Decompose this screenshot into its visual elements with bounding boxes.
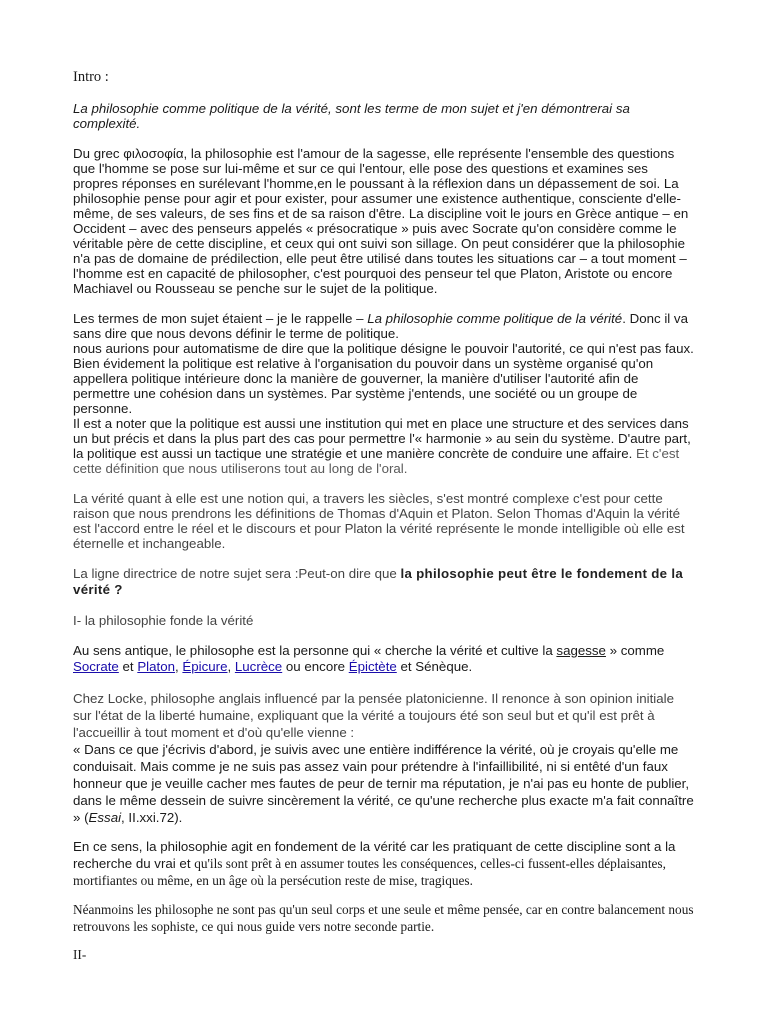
foundation-paragraph	[73, 838, 695, 889]
section-two-heading: II-	[73, 947, 87, 962]
sophists-paragraph: Néanmoins les philosophe ne sont pas qu'un seul corps et une seule et même pensée, car en contre balancement nous retrouvons les sophiste, ce qui nous guide vers notre seconde partie.	[73, 902, 694, 934]
locke-paragraph	[73, 690, 695, 826]
lucrece-link[interactable]: Lucrèce	[234, 659, 283, 674]
foundation-text: En ce sens, la philosophie agit en fondement de la vérité car les pratiquant de cette discipline sont a la recherche du vrai et	[73, 839, 676, 871]
politics-definition-paragraph	[73, 311, 695, 476]
seneque-text: et Sénèque.	[396, 659, 473, 674]
politics-institution-text: Il est a noter que la politique est aussi une institution qui met en place une structure et des services dans un but précis et dans la plus part des cas pour permettre l'« harmonie » au sein du système. D'autre part, la politique est aussi un tactique une stratégie et une manière concrète de conduire une affaire.	[73, 416, 691, 461]
epicure-link[interactable]: Épicure	[182, 659, 228, 674]
ancient-philosopher-paragraph	[73, 643, 695, 675]
ancient-sense-mid: » comme	[605, 643, 665, 658]
document-page	[73, 68, 695, 962]
separator-text: et	[118, 659, 138, 674]
guiding-question-paragraph	[73, 566, 695, 598]
platon-link[interactable]: Platon	[137, 659, 176, 674]
guiding-question-bold: la philosophie peut être le fondement de la vérité ?	[73, 566, 684, 597]
essai-title: Essai	[88, 810, 122, 825]
sagesse-link[interactable]: sagesse	[556, 643, 606, 658]
politics-intro-text: Les termes de mon sujet étaient – je le rappelle –	[73, 311, 368, 326]
philosophy-definition-paragraph: Du grec φιλοσοφία, la philosophie est l'amour de la sagesse, elle représente l'ensemble des questions que l'homme se pose sur lui-même et sur ce qui l'entour, elle pose des questions et examines ses propres réponses en surélevant l'homme,en le poussant à la réflexion dans un dépassement de soi. La philosophie pense pour agir et pour exister, pour assumer une existence authentique, consciente d'elle-même, de ses valeurs, de ses fins et de sa raison d'être. La discipline voit le jours en Grèce antique – en Occident – avec des penseurs appelés « présocratique » puis avec Socrate qu'on considère comme le véritable père de cette discipline, et ceux qui ont suivi son sillage. On peut considérer que la philosophie n'a pas de domaine de prédilection, elle peut être utilisé dans toutes les situations car – a tout moment – l'homme est en capacité de philosopher, c'est pourquoi des penseur tel que Platon, Aristote ou encore Machiavel ou Rousseau se penche sur le sujet de la politique.	[73, 146, 689, 296]
politics-intro-end: . Donc il va sans dire que nous devons définir le terme de politique.	[73, 311, 688, 341]
truth-definition-paragraph: La vérité quant à elle est une notion qui, a travers les siècles, s'est montré complexe c'est pour cette raison que nous prendrons les définitions de Thomas d'Aquin et Platon. Selon Thomas d'Aquin la vérité est l'accord entre le réel et le discours et pour Platon la vérité représente le monde intelligible où elle est éternelle et inchangeable.	[73, 491, 685, 551]
ancient-sense-text: Au sens antique, le philosophe est la personne qui « cherche la vérité et cultive la	[73, 643, 557, 658]
separator-text: ou encore	[282, 659, 349, 674]
subject-statement: La philosophie comme politique de la vérité, sont les terme de mon sujet et j'en démontrerai sa complexité.	[73, 101, 630, 131]
locke-intro-text: Chez Locke, philosophe anglais influencé par la pensée platonicienne. Il renonce à son opinion initiale sur l'état de la liberté humaine, expliquant que la vérité a toujours été son seul but et qu'il est prêt à l'accueillir à tout moment et d'où qu'elle vienne :	[73, 691, 674, 740]
foundation-consequences-text: qu'ils sont prêt à en assumer toutes les conséquences, celles-ci fussent-elles déplaisantes, mortifiantes ou même, en un âge où la persécution reste de mise, tragiques.	[73, 856, 666, 888]
separator-text: ,	[175, 659, 183, 674]
separator-text: ,	[227, 659, 235, 674]
locke-citation: , II.xxi.72).	[121, 810, 183, 825]
guiding-question-intro: La ligne directrice de notre sujet sera :Peut-on dire que	[73, 566, 401, 581]
epictete-link[interactable]: Épictète	[348, 659, 397, 674]
socrate-link[interactable]: Socrate	[73, 659, 119, 674]
politics-conclusion-text: Et c'est cette définition que nous utiliserons tout au long de l'oral.	[73, 446, 680, 476]
politics-automatism-text: nous aurions pour automatisme de dire que la politique désigne le pouvoir l'autorité, ce qui n'est pas faux. Bien évidement la politique est relative à l'organisation du pouvoir dans un système organisé qu'on appellera politique intérieure donc la manière de gouverner, la manière d'utiliser l'autorité afin de permettre une cohésion dans un systèmes. Par système j'entends, une société ou un groupe de personne.	[73, 341, 694, 416]
intro-heading: Intro :	[73, 69, 109, 85]
section-one-heading: I- la philosophie fonde la vérité	[73, 613, 254, 628]
subject-title-italic: La philosophie comme politique de la vérité	[367, 311, 623, 326]
locke-quote: « Dans ce que j'écrivis d'abord, je suivis avec une entière indifférence la vérité, où je croyais qu'elle me conduisait. Mais comme je ne suis pas assez vain pour prétendre à l'infaillibilité, ni si entêté d'un faux honneur que je veuille cacher mes fautes de peur de ternir ma réputation, je n'ai pas eu honte de publier, dans le même dessein de suivre sincèrement la vérité, ce qu'une recherche plus exacte m'a fait connaître » (	[73, 742, 694, 825]
